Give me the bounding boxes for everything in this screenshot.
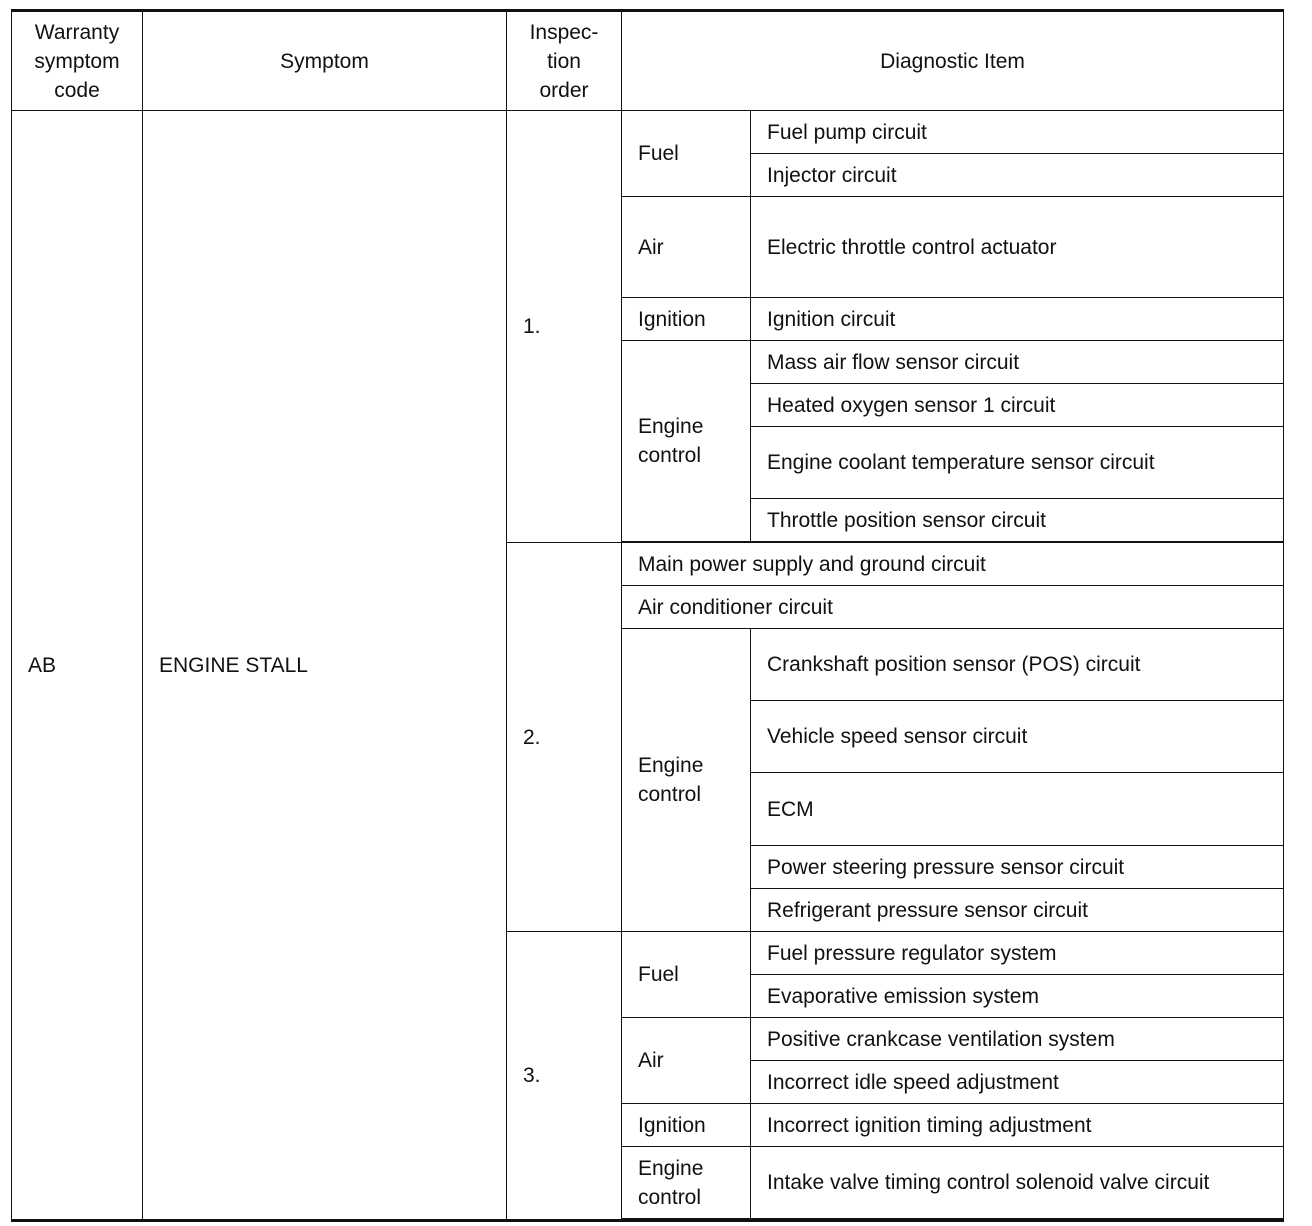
diagnostic-item: Incorrect ignition timing adjustment [751,1104,1284,1147]
diagnostic-item: Vehicle speed sensor circuit [751,701,1284,773]
diagnostic-item: Throttle position sensor circuit [751,499,1284,542]
diagnostic-item: Engine coolant temperature sensor circuit [751,427,1284,499]
diagnostic-item: Intake valve timing control solenoid valve circuit [751,1147,1284,1219]
header-symptom: Symptom [143,11,507,111]
header-diagnostic-item: Diagnostic Item [622,11,1284,111]
inspection-order-3: 3. [507,932,622,1221]
warranty-code-cell: AB [12,111,143,1221]
diagnostic-item-span: Main power supply and ground circuit [622,543,1284,586]
header-row [12,11,1284,111]
diagnostic-item: Refrigerant pressure sensor circuit [751,889,1284,932]
category-cell: Ignition [622,1104,751,1147]
header-warranty-code: Warranty symptom code [12,11,143,111]
diagnostic-item-span: Air conditioner circuit [622,586,1284,629]
category-cell: Engine control [622,341,751,542]
table-row [12,111,1284,154]
diagnostic-item: Crankshaft position sensor (POS) circuit [751,629,1284,701]
inspection-order-1: 1. [507,111,622,543]
diagnostic-item: Positive crankcase ventilation system [751,1018,1284,1061]
diagnostic-item: Power steering pressure sensor circuit [751,846,1284,889]
diagnostic-item: Heated oxygen sensor 1 circuit [751,384,1284,427]
diagnostic-item: Ignition circuit [751,298,1284,341]
symptom-cell: ENGINE STALL [143,111,507,1221]
diagnostic-item: Mass air flow sensor circuit [751,341,1284,384]
category-cell: Engine control [622,1147,751,1219]
category-cell: Fuel [622,932,751,1018]
diagnostic-item: ECM [751,773,1284,846]
category-cell: Air [622,1018,751,1104]
header-inspection-order: Inspec- tion order [507,11,622,111]
diagnostic-table [11,9,1284,1222]
diagnostic-item: Incorrect idle speed adjustment [751,1061,1284,1104]
category-cell: Engine control [622,629,751,932]
category-cell: Ignition [622,298,751,341]
category-cell: Fuel [622,111,751,197]
diagnostic-item: Evaporative emission system [751,975,1284,1018]
inspection-order-2: 2. [507,543,622,932]
diagnostic-item: Electric throttle control actuator [751,197,1284,298]
diagnostic-item: Fuel pressure regulator system [751,932,1284,975]
diagnostic-item: Injector circuit [751,154,1284,197]
diagnostic-item: Fuel pump circuit [751,111,1284,154]
category-cell: Air [622,197,751,298]
